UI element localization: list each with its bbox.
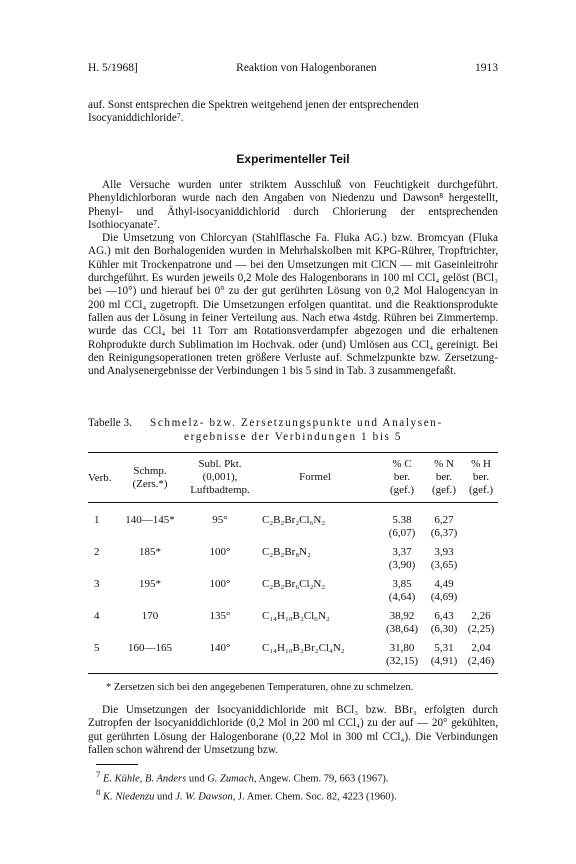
page: H. 5/1968] Reaktion von Halogenboranen 1913 auf. Sonst entsprechen die Spektren weitgehend jenen der entsprechenden Isocyaniddichloride⁷. Experimenteller Teil Alle Versuche wurden unter striktem Ausschluß von Feuchtigkeit durchgeführt. Phenyldichlorboran wurde nach den Angaben von Niedenzu und Dawson⁸ hergestellt, Phenyl- und Äthyl-isocyaniddichlorid durch Chlorierung der entsprechenden Isothiocyanate⁷. Die Umsetzung von Chlorcyan (Stahlflasche Fa. Fluka AG.) bzw. Bromcyan (Fluka AG.) mit den Borhalogeniden wurden in Mehrhalskolben mit KPG-Rührer, Tropftrichter, Kühler mit Trockenpatrone und — bei den Umsetzungen mit ClCN — mit Gaseinleitrohr durchgeführt. Es wurden jeweils 0,2 Mole des Halogenborans in 100 ml CCl₄ gelöst (BCl₃ bei —10°) und hierauf bei 0° zu der gut gerührten Lösung von 0,2 Mol Halogencyan in 200 ml CCl₄ zugetropft. Die Umsetzungen erfolgen quantitat. und die Reaktionsprodukte fallen aus der Lösung in feiner Verteilung aus. Nach etwa 4stdg. Rühren bei Zimmertemp. wurde das CCl₄ bei 11 Torr am Rotationsverdampfer abgezogen und die erhaltenen Rohprodukte durch Sublimation im Hochvak. oder (und) Umlösen aus CCl₄ gereinigt. Bei den Reinigungsoperationen treten größere Verluste auf. Schmelzpunkte bzw. Zersetzung- und Analysenergebnisse der Verbindungen 1 bis 5 sind in Tab. 3 zusammengefaßt. Tabelle 3. Schmelz- bzw. Zersetzungspunkte und Analysen- ergebnisse der Verbindungen 1 bis 5 Verb. Schmp. (Zers.*) Subl. Pkt. (0,001), Luftbadtemp. Formel % C ber. (gef.) % N ber. (gef.) % H ber. (gef.) 1 140—145* 95° C₂B₂Br₂Cl₆N₂ 5.38 (6,07) 6,27 (6,37) 2 185* 100° C₂B₂Br₈N₂ 3,37 (3,90) 3,93 (3,65) 3 195* 100° C₂B₂Br₆Cl₂N₂ 3,85 (4,64) 4,49 (4,69) 4 170 135° C₁₄H₁₀B₂Cl₆N₂ 38,92 (38,64) 6,43 (6,30) 2,26 (2,25) 5 160—165 140° C₁₄H₁₀B₂Br₂Cl₄N₂ 31,80 (32,15) 5,31 (4,91) 2,04 (2,46) * Zersetzen sich bei den angegebenen Temperaturen, ohne zu schmelzen. Die Umsetzungen der Isocyaniddichloride mit BCl₃ bzw. BBr₃ erfolgten durch Zutropfen der Isocyaniddichloride (0,2 Mol in 200 ml CCl₄) zu der auf — 20° gekühlten, gut gerührten Lösung der Halogenborane (0,22 Mol in 300 ml CCl₄). Die Verbindungen fallen schon während der Umsetzung bzw. $^7$ E. Kühle, B. Anders und G. Zumach, Angew. Chem. 79, 663 (1967). $^8$ K. Niedenzu und J. W. Dawson, J. Amer. Chem. Soc. 82, 4223 (1960). [0, 0, 576, 864]
table-caption: Tabelle 3. Schmelz- bzw. Zersetzungspunkte und Analysen- ergebnisse der Verbindungen 1 bis 5 [88, 417, 443, 443]
section-title: Experimenteller Teil [236, 152, 350, 166]
table-bottom-rule [88, 673, 498, 674]
page-number: 1913 [474, 62, 498, 74]
reference-list [96, 768, 496, 803]
table-footnote: * Zersetzen sich bei den angegebenen Temperaturen, ohne zu schmelzen. [106, 682, 414, 693]
header-issue: H. 5/1968] [88, 62, 138, 74]
header-title: Reaktion von Halogenboranen [236, 62, 377, 74]
reference-7: $^7$ E. Kühle, B. Anders und G. Zumach, Angew. Chem. 79, 663 (1967). [96, 769, 389, 785]
table-top-rule [88, 452, 498, 453]
paragraph-1: Alle Versuche wurden unter striktem Ausschluß von Feuchtigkeit durchgeführt. Phenyldichlorboran wurde nach den Angaben von Niedenzu und Dawson⁸ hergestellt, Phenyl- und Äthyl-isocyaniddichlorid durch Chlorierung der entsprechenden Isothiocyanate⁷. [88, 179, 498, 231]
closing-paragraph: Die Umsetzungen der Isocyaniddichloride mit BCl₃ bzw. BBr₃ erfolgten durch Zutropfen der Isocyaniddichloride (0,2 Mol in 200 ml CCl₄) zu der auf — 20° gekühlten, gut gerührten Lösung der Halogenborane (0,22 Mol in 300 ml CCl₄). Die Verbindungen fallen schon während der Umsetzung bzw. [88, 704, 498, 756]
running-header [88, 62, 498, 74]
paragraph-2: Die Umsetzung von Chlorcyan (Stahlflasche Fa. Fluka AG.) bzw. Bromcyan (Fluka AG.) mit den Borhalogeniden wurden in Mehrhalskolben mit KPG-Rührer, Tropftrichter, Kühler mit Trockenpatrone und — bei den Umsetzungen mit ClCN — mit Gaseinleitrohr durchgeführt. Es wurden jeweils 0,2 Mole des Halogenborans in 100 ml CCl₄ gelöst (BCl₃ bei —10°) und hierauf bei 0° zu der gut gerührten Lösung von 0,2 Mol Halogencyan in 200 ml CCl₄ zugetropft. Die Umsetzungen erfolgen quantitat. und die Reaktionsprodukte fallen aus der Lösung in feiner Verteilung aus. Nach etwa 4stdg. Rühren bei Zimmertemp. wurde das CCl₄ bei 11 Torr am Rotationsverdampfer abgezogen und die erhaltenen Rohprodukte durch Sublimation im Hochvak. oder (und) Umlösen aus CCl₄ gereinigt. Bei den Reinigungsoperationen treten größere Verluste auf. Schmelzpunkte bzw. Zersetzung- und Analysenergebnisse der Verbindungen 1 bis 5 sind in Tab. 3 zusammengefaßt. [88, 232, 498, 378]
table-header-rule [88, 502, 498, 503]
body-text [88, 179, 498, 378]
footnote-rule [96, 764, 138, 765]
intro-text: auf. Sonst entsprechen die Spektren weitgehend jenen der entsprechenden Isocyaniddichloride⁷. [88, 99, 419, 125]
reference-8: $^8$ K. Niedenzu und J. W. Dawson, J. Amer. Chem. Soc. 82, 4223 (1960). [96, 786, 397, 802]
